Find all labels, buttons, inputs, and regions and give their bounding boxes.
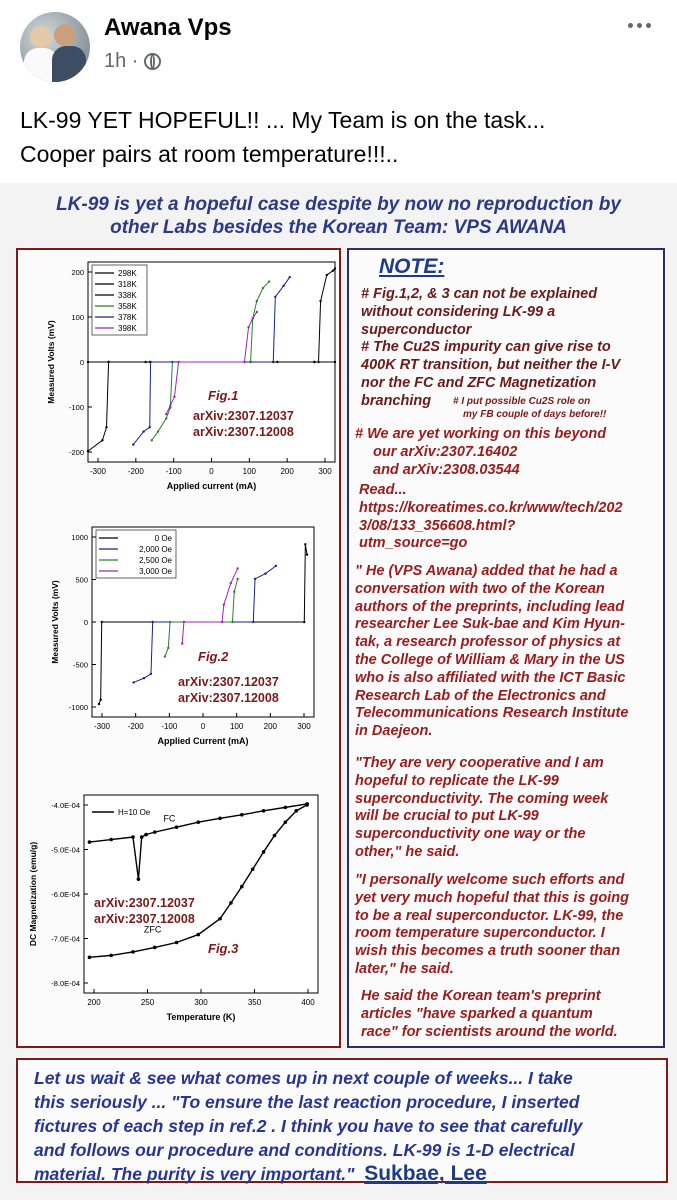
data-point (252, 621, 254, 623)
news-quote-line: room temperature superconductor. I (355, 925, 605, 942)
post-line: Cooper pairs at room temperature!!!.. (20, 141, 399, 167)
quote-line: material. The purity is very important." (34, 1164, 355, 1184)
data-point (152, 621, 154, 623)
data-point (273, 834, 277, 838)
data-point (305, 803, 309, 807)
data-point (256, 300, 258, 302)
data-point (107, 361, 109, 363)
x-tick-label: 100 (229, 722, 244, 731)
legend-label: 378K (118, 313, 137, 322)
post-line: LK-99 YET HOPEFUL!! ... My Team is on the task... (20, 107, 546, 133)
data-point (251, 317, 253, 319)
y-tick-label: 100 (71, 313, 84, 322)
data-point (196, 933, 200, 937)
note-line: superconductor (361, 321, 472, 338)
news-quote-line: "They are very cooperative and I am (355, 755, 604, 771)
figure-label: Fig.1 (208, 388, 239, 403)
data-point (98, 703, 100, 705)
data-point (332, 269, 334, 271)
y-tick-label: -200 (68, 448, 84, 457)
arxiv-line: # We are yet working on this beyond (355, 426, 607, 442)
data-point (173, 396, 175, 398)
data-point (243, 361, 245, 363)
data-point (240, 885, 244, 889)
x-tick-label: -100 (161, 722, 178, 731)
note-line: # Fig.1,2, & 3 can not be explained (361, 286, 598, 302)
data-point (304, 543, 306, 545)
data-point (233, 591, 235, 593)
x-tick-label: 300 (194, 998, 208, 1007)
data-point (88, 840, 92, 844)
data-point (167, 647, 169, 649)
x-axis-label: Applied current (mA) (166, 481, 257, 491)
news-quote-line: wish this becomes a truth sooner than (355, 943, 621, 960)
data-point (169, 621, 171, 623)
y-tick-label: -4.0E-04 (51, 801, 80, 810)
read-line: https://koreatimes.co.kr/www/tech/202 (359, 499, 623, 516)
legend-label: 338K (118, 291, 137, 300)
data-point (131, 835, 135, 839)
data-point (272, 361, 274, 363)
y-tick-label: 0 (83, 618, 88, 627)
data-point (99, 699, 101, 701)
x-tick-label: 200 (87, 998, 101, 1007)
avatar[interactable] (20, 12, 90, 82)
news-quote-line: authors of the preprints, including lead (355, 598, 625, 615)
data-point (149, 426, 151, 428)
legend-label: 2,000 Oe (139, 545, 172, 554)
data-point (236, 578, 238, 580)
data-point (218, 816, 222, 820)
news-quote-line: " He (VPS Awana) added that he had a (355, 563, 618, 579)
quote-line: fictures of each step in ref.2 . I think you have to see that carefully (34, 1116, 583, 1136)
y-tick-label: -1000 (68, 703, 88, 712)
data-point (144, 833, 148, 837)
signature: Sukbae, Lee (364, 1162, 487, 1185)
read-line: Read... (359, 482, 407, 498)
data-point (169, 404, 171, 406)
data-point (313, 361, 315, 363)
data-point (294, 809, 298, 813)
data-point (150, 673, 152, 675)
read-line: 3/08/133_356608.html? (359, 517, 516, 534)
news-quote-line: "I personally welcome such efforts and (355, 872, 625, 888)
legend-label: H=10 Oe (118, 808, 151, 817)
x-tick-label: 0 (200, 722, 206, 731)
x-axis-label: Temperature (K) (166, 1012, 236, 1022)
data-point (153, 946, 157, 950)
y-axis-label: DC Magnetization (emu/g) (28, 841, 38, 947)
data-point (247, 326, 249, 328)
x-tick-label: -200 (127, 467, 144, 476)
data-point (264, 572, 266, 574)
data-point (183, 621, 185, 623)
note-line: # The Cu2S impurity can give rise to (361, 339, 611, 356)
news-quote-line: who is also affiliated with the ICT Basic (355, 669, 626, 686)
data-point (240, 813, 244, 817)
note-heading: NOTE: (379, 255, 445, 278)
news-quote-line: superconductivity one way or the (355, 826, 586, 843)
figure-label: Fig.2 (198, 649, 229, 664)
post-image[interactable] (0, 183, 677, 1200)
legend-label: 3,000 Oe (139, 567, 172, 576)
post-text (20, 103, 660, 171)
news-quote-line: yet very much hopeful that this is going (355, 889, 629, 906)
data-point (303, 621, 305, 623)
news-quote-line: articles "have sparked a quantum (361, 1005, 593, 1022)
post-meta (104, 50, 161, 73)
y-tick-label: -500 (72, 660, 88, 670)
more-options-icon[interactable] (628, 15, 660, 35)
data-point (284, 820, 288, 824)
x-tick-label: 300 (318, 467, 332, 476)
figure-ref: arXiv:2307.12008 (193, 425, 294, 439)
quote-panel (16, 1058, 668, 1183)
y-tick-label: 500 (75, 575, 88, 585)
arxiv-line: and arXiv:2308.03544 (373, 461, 520, 478)
globe-icon[interactable] (144, 53, 161, 70)
quote-line: this seriously ... "To ensure the last reaction procedure, I inserted (34, 1092, 580, 1112)
y-tick-label: -7.0E-04 (51, 934, 80, 944)
data-point (87, 450, 89, 452)
data-point (334, 361, 336, 363)
data-point (230, 582, 232, 584)
data-point (256, 311, 258, 313)
x-tick-label: -100 (165, 467, 182, 476)
data-point (251, 867, 255, 871)
news-quote-line: in Daejeon. (355, 723, 433, 740)
data-point (151, 439, 153, 441)
y-tick-label: 1000 (71, 533, 88, 542)
figure-ref: arXiv:2307.12008 (178, 691, 279, 705)
legend-label: 398K (118, 324, 137, 333)
data-point (254, 578, 256, 580)
y-axis-label: Measured Volts (mV) (46, 320, 56, 404)
quote-text (34, 1066, 583, 1186)
y-axis-label: Measured Volts (mV) (50, 580, 60, 664)
legend-label: 358K (118, 302, 137, 311)
figure-ref: arXiv:2307.12037 (193, 409, 294, 423)
note-line: without considering LK-99 a (361, 303, 556, 320)
note-line: branching (361, 392, 432, 409)
news-quote-line: other," he said. (355, 844, 460, 860)
news-quote-line: Telecommunications Research Institute (355, 705, 629, 722)
arxiv-line: our arXiv:2307.16402 (373, 443, 518, 460)
news-quote-line: hopeful to replicate the LK-99 (355, 772, 559, 789)
x-tick-label: 200 (280, 467, 294, 476)
news-quote-line: Research Lab of the Electronics and (355, 687, 606, 704)
data-point (153, 830, 157, 834)
data-point (149, 361, 151, 363)
data-point (262, 850, 266, 854)
x-axis-label: Applied Current (mA) (157, 736, 249, 746)
figure-ref: arXiv:2307.12037 (94, 896, 195, 910)
data-point (268, 280, 270, 282)
y-tick-label: -6.0E-04 (51, 890, 80, 899)
x-tick-label: -200 (127, 722, 144, 731)
figure-ref: arXiv:2307.12008 (94, 912, 195, 926)
data-point (177, 361, 179, 363)
data-point (87, 361, 89, 363)
data-point (132, 443, 134, 445)
figure-label: Fig.3 (208, 941, 239, 956)
news-quote-line: race" for scientists around the world. (361, 1023, 618, 1040)
data-point (284, 806, 288, 810)
note-small-line: my FB couple of days before!! (463, 409, 607, 420)
legend-label: 2,500 Oe (139, 556, 172, 565)
y-tick-label: 200 (71, 268, 84, 277)
figure-ref: arXiv:2307.12037 (178, 675, 279, 689)
legend-label: 298K (118, 269, 137, 278)
x-tick-label: 200 (263, 722, 278, 731)
legend-label: 318K (118, 280, 137, 289)
news-quote-line: He said the Korean team's preprint (361, 988, 601, 1004)
news-quote-line: researcher Lee Suk-bae and Kim Hyun- (355, 616, 625, 633)
data-point (175, 825, 179, 829)
y-tick-label: -100 (68, 403, 84, 412)
x-tick-label: 300 (297, 722, 311, 731)
data-point (175, 941, 179, 945)
x-tick-label: 100 (242, 467, 257, 476)
data-point (306, 553, 308, 555)
data-point (131, 950, 135, 954)
x-tick-label: -300 (89, 467, 107, 476)
data-point (142, 430, 144, 432)
data-point (221, 621, 223, 623)
data-point (109, 838, 113, 842)
data-point (319, 300, 321, 302)
x-tick-label: -300 (93, 722, 111, 731)
data-point (137, 877, 141, 881)
data-point (334, 267, 336, 269)
image-title-line: other Labs besides the Korean Team: VPS AWANA (110, 217, 567, 238)
data-point (101, 439, 103, 441)
news-quote-line: tak, a research professor of physics at (355, 634, 621, 651)
news-quote-line: the College of William & Mary in the US (355, 652, 625, 668)
data-point (218, 917, 222, 921)
data-point (223, 604, 225, 606)
data-point (289, 276, 291, 278)
data-point (101, 621, 103, 623)
data-point (88, 956, 92, 960)
data-point (229, 901, 233, 905)
data-point (143, 677, 145, 679)
y-tick-label: -5.0E-04 (51, 845, 80, 855)
x-tick-label: 350 (247, 998, 262, 1007)
data-point (181, 642, 183, 644)
image-title (0, 193, 677, 239)
data-point (231, 621, 233, 623)
y-tick-label: 0 (79, 358, 84, 367)
read-line: utm_source=go (359, 535, 468, 552)
figures-panel (16, 248, 341, 1048)
quote-line: Let us wait & see what comes up in next couple of weeks... I take (34, 1068, 573, 1088)
x-tick-label: 400 (301, 998, 315, 1007)
data-point (105, 426, 107, 428)
news-quote-line: superconductivity. The coming week (355, 790, 609, 807)
quote-line: and follows our procedure and conditions. LK-99 is 1-D electrical (34, 1140, 575, 1160)
data-point (326, 274, 328, 276)
annotation-zfc: ZFC (143, 924, 162, 935)
data-point (157, 430, 159, 432)
news-quote-line: later," he said. (355, 961, 454, 977)
data-point (275, 565, 277, 567)
data-point (109, 954, 113, 958)
image-title-line: LK-99 is yet a hopeful case despite by now no reproduction by (56, 194, 621, 215)
user-name[interactable]: Awana Vps (104, 14, 232, 41)
data-point (165, 417, 167, 419)
data-point (262, 809, 266, 813)
post-header (0, 0, 677, 95)
data-point (236, 567, 238, 569)
news-quote-line: will be crucial to put LK-99 (355, 808, 539, 825)
y-tick-label: -8.0E-04 (51, 979, 80, 988)
note-small-line: # I put possible Cu2S role on (453, 396, 591, 407)
post-time[interactable]: 1h · (104, 50, 139, 72)
note-line: 400K RT transition, but neither the I-V (361, 357, 621, 374)
data-point (262, 287, 264, 289)
data-point (132, 681, 134, 683)
data-point (165, 413, 167, 415)
data-point (140, 835, 144, 839)
data-point (282, 285, 284, 287)
annotation-fc: FC (163, 813, 176, 824)
x-tick-label: 0 (209, 467, 214, 476)
note-panel (347, 248, 665, 1048)
news-quote-line: conversation with two of the Korean (355, 580, 605, 597)
data-point (274, 296, 276, 298)
legend-label: 0 Oe (154, 534, 172, 543)
note-line: nor the FC and ZFC Magnetization (361, 375, 597, 391)
x-tick-label: 250 (140, 998, 155, 1007)
data-point (196, 820, 200, 824)
news-quote-line: to be a real superconductor. LK-99, the (355, 907, 624, 924)
data-point (164, 655, 166, 657)
figures-svg (18, 250, 339, 1046)
